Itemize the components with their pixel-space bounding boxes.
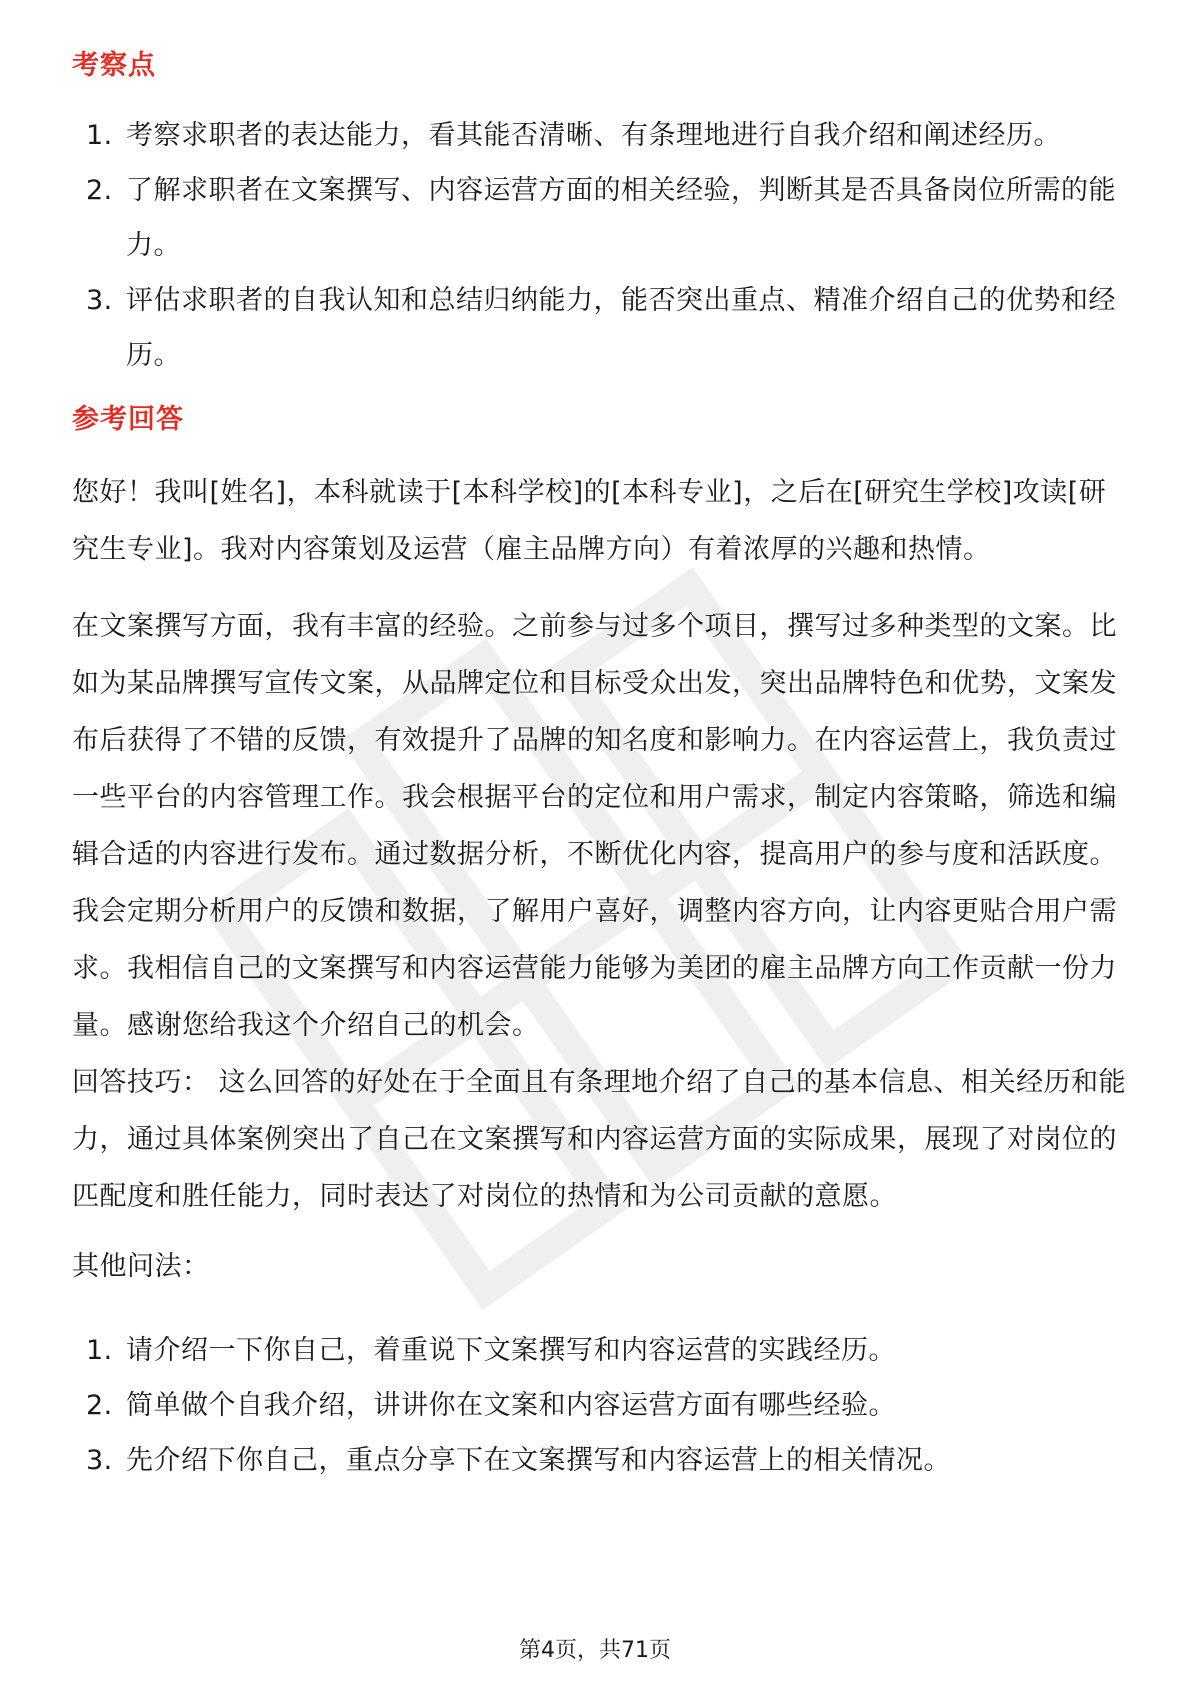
section-title-exam-points: 考察点 [72, 50, 156, 81]
list-item [72, 273, 1132, 383]
list-item-text: 简单做个自我介绍，讲讲你在文案和内容运营方面有哪些经验。 [126, 1390, 896, 1421]
list-number: 3. [86, 285, 113, 316]
page-number-footer: 第4页，共71页 [519, 1638, 671, 1663]
list-item-text: 请介绍一下你自己，着重说下文案撰写和内容运营的实践经历。 [126, 1335, 896, 1366]
list-item [72, 1323, 1132, 1378]
list-item [72, 163, 1132, 273]
list-item-text: 评估求职者的自我认知和总结归纳能力，能否突出重点、精准介绍自己的优势和经历。 [126, 285, 1116, 371]
list-item-text: 了解求职者在文案撰写、内容运营方面的相关经验，判断其是否具备岗位所需的能力。 [126, 175, 1116, 261]
section-title-reference-answer: 参考回答 [72, 404, 184, 435]
exam-points-list [72, 108, 1132, 383]
answer-paragraph-experience: 在文案撰写方面，我有丰富的经验。之前参与过多个项目，撰写过多种类型的文案。比如为某品牌撰写宣传文案，从品牌定位和目标受众出发，突出品牌特色和优势，文案发布后获得了不错的反馈，有效提升了品牌的知名度和影响力。在内容运营上，我负责过一些平台的内容管理工作。我会根据平台的定位和用户需求，制定内容策略，筛选和编辑合适的内容进行发布。通过数据分析，不断优化内容，提高用户的参与度和活跃度。我会定期分析用户的反馈和数据，了解用户喜好，调整内容方向，让内容更贴合用户需求。我相信自己的文案撰写和内容运营能力能够为美团的雇主品牌方向工作贡献一份力量。感谢您给我这个介绍自己的机会。 [72, 611, 1117, 1041]
answer-tips-paragraph: 回答技巧： 这么回答的好处在于全面且有条理地介绍了自己的基本信息、相关经历和能力，通过具体案例突出了自己在文案撰写和内容运营方面的实际成果，展现了对岗位的匹配度和胜任能力，同时表达了对岗位的热情和为公司贡献的意愿。 [72, 1067, 1127, 1212]
list-number: 2. [86, 1390, 113, 1421]
answer-paragraph-intro: 您好！我叫[姓名]，本科就读于[本科学校]的[本科专业]，之后在[研究生学校]攻读[研究生专业]。我对内容策划及运营（雇主品牌方向）有着浓厚的兴趣和热情。 [72, 477, 1107, 565]
other-questions-label: 其他问法： [72, 1251, 210, 1282]
list-item [72, 108, 1132, 163]
list-item-text: 考察求职者的表达能力，看其能否清晰、有条理地进行自我介绍和阐述经历。 [126, 120, 1061, 151]
list-item-text: 先介绍下你自己，重点分享下在文案撰写和内容运营上的相关情况。 [126, 1445, 951, 1476]
list-number: 1. [86, 1335, 113, 1366]
other-questions-list [72, 1323, 1132, 1488]
list-number: 2. [86, 175, 113, 206]
list-number: 1. [86, 120, 113, 151]
list-number: 3. [86, 1445, 113, 1476]
list-item [72, 1433, 1132, 1488]
list-item [72, 1378, 1132, 1433]
